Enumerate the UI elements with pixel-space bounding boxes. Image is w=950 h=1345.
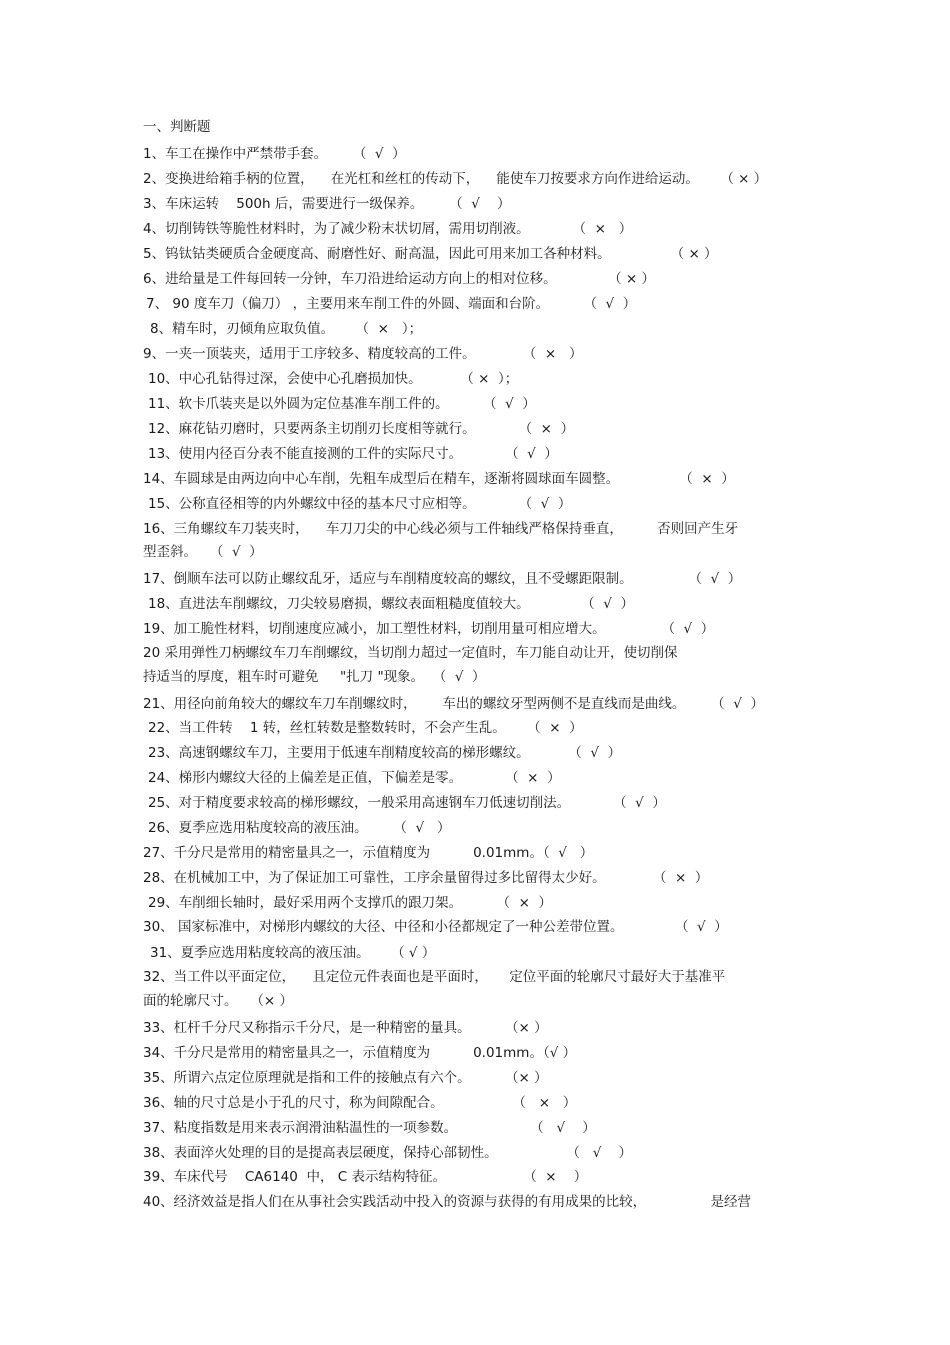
question-27: 27、千分尺是常用的精密量具之一，示值精度为 0.01mm。（ √ ） [143, 845, 594, 861]
question-6: 6、进给量是工件每回转一分钟，车刀沿进给运动方向上的相对位移。 （ × ） [143, 271, 655, 287]
question-13: 13、使用内径百分表不能直接测的工件的实际尺寸。 （ √ ） [148, 446, 558, 462]
question-21: 21、用径向前角较大的螺纹车刀车削螺纹时， 车出的螺纹牙型两侧不是直线而是曲线。 （ √ ） [143, 696, 764, 712]
question-23: 23、高速钢螺纹车刀，主要用于低速车削精度较高的梯形螺纹。 （ √ ） [148, 745, 622, 761]
question-24: 24、梯形内螺纹大径的上偏差是正值，下偏差是零。 （ × ） [148, 770, 561, 786]
question-5: 5、钨钛钴类硬质合金硬度高、耐磨性好、耐高温，因此可用来加工各种材料。 （ × ） [143, 246, 718, 262]
question-18: 18、直进法车削螺纹，刀尖较易磨损，螺纹表面粗糙度值较大。 （ √ ） [148, 596, 634, 612]
question-19: 19、加工脆性材料，切削速度应减小，加工塑性材料，切削用量可相应增大。 （ √ ） [143, 621, 715, 637]
question-29: 29、车削细长轴时，最好采用两个支撑爪的跟刀架。 （ × ） [148, 895, 552, 911]
question-7: 7、 90 度车刀（偏刀） ，主要用来车削工件的外圆、端面和台阶。 （ √ ） [146, 296, 637, 312]
question-14: 14、车圆球是由两边向中心车削，先粗车成型后在精车，逐渐将圆球面车圆整。 （ × ） [143, 471, 735, 487]
question-32-line-1: 32、当工件以平面定位， 且定位元件表面也是平面时， 定位平面的轮廓尺寸最好大于基准平 [143, 969, 726, 985]
question-32-line-2: 面的轮廓尺寸。 （× ） [143, 993, 293, 1009]
question-16-line-2: 型歪斜。 （ √ ） [143, 544, 263, 560]
question-25: 25、对于精度要求较高的梯形螺纹，一般采用高速钢车刀低速切削法。 （ √ ） [148, 795, 666, 811]
question-10: 10、中心孔钻得过深，会使中心孔磨损加快。 （ × ）； [148, 371, 519, 387]
question-12: 12、麻花钻刃磨时，只要两条主切削刃长度相等就行。 （ × ） [148, 421, 575, 437]
question-33: 33、杠杆千分尺又称指示千分尺，是一种精密的量具。 （× ） [143, 1020, 548, 1036]
question-3: 3、车床运转 500h 后，需要进行一级保养。 （ √ ） [143, 196, 511, 212]
question-17: 17、倒顺车法可以防止螺纹乱牙，适应与车削精度较高的螺纹，且不受螺距限制。 （ √ ） [143, 571, 742, 587]
question-2: 2、变换进给箱手柄的位置， 在光杠和丝杠的传动下， 能使车刀按要求方向作进给运动。 （ × ） [143, 171, 768, 187]
question-11: 11、软卡爪装夹是以外圆为定位基准车削工件的。 （ √ ） [148, 396, 536, 412]
section-title: 一、判断题 [143, 119, 211, 135]
question-28: 28、在机械加工中，为了保证加工可靠性，工序余量留得过多比留得太少好。 （ × ） [143, 870, 709, 886]
question-30: 30、 国家标准中，对梯形内螺纹的大径、中径和小径都规定了一种公差带位置。 （ √ ） [143, 919, 728, 935]
question-31: 31、夏季应选用粘度较高的液压油。 （ √ ） [150, 945, 436, 961]
question-8: 8、精车时，刃倾角应取负值。 （ × ）； [150, 321, 423, 337]
question-15: 15、公称直径相等的内外螺纹中径的基本尺寸应相等。 （ √ ） [148, 496, 572, 512]
question-34: 34、千分尺是常用的精密量具之一，示值精度为 0.01mm。（√ ） [143, 1045, 577, 1061]
question-36: 36、轴的尺寸总是小于孔的尺寸，称为间隙配合。 （ × ） [143, 1095, 577, 1111]
question-20-line-2: 持适当的厚度，粗车时可避免 "扎刀 "现象。 （ √ ） [143, 669, 486, 685]
question-22: 22、当工件转 1 转，丝杠转数是整数转时，不会产生乱。 （ × ） [148, 720, 583, 736]
question-1: 1、车工在操作中严禁带手套。 （ √ ） [143, 146, 406, 162]
question-26: 26、夏季应选用粘度较高的液压油。 （ √ ） [148, 820, 451, 836]
question-40: 40、经济效益是指人们在从事社会实践活动中投入的资源与获得的有用成果的比较， 是经营 [143, 1194, 752, 1210]
question-39: 39、车床代号 CA6140 中， C 表示结构特征。 （ × ） [143, 1169, 588, 1185]
question-37: 37、粘度指数是用来表示润滑油粘温性的一项参数。 （ √ ） [143, 1120, 596, 1136]
question-16-line-1: 16、三角螺纹车刀装夹时， 车刀刀尖的中心线必须与工件轴线严格保持垂直， 否则回产生牙 [143, 521, 739, 537]
question-9: 9、一夹一顶装夹，适用于工序较多、精度较高的工件。 （ × ） [143, 346, 583, 362]
question-38: 38、表面淬火处理的目的是提高表层硬度，保持心部韧性。 （ √ ） [143, 1145, 632, 1161]
question-4: 4、切削铸铁等脆性材料时，为了减少粉末状切屑，需用切削液。 （ × ） [143, 221, 633, 237]
question-35: 35、所谓六点定位原理就是指和工件的接触点有六个。 （× ） [143, 1070, 548, 1086]
question-20-line-1: 20 采用弹性刀柄螺纹车刀车削螺纹，当切削力超过一定值时，车刀能自动让开，使切削保 [143, 645, 678, 661]
